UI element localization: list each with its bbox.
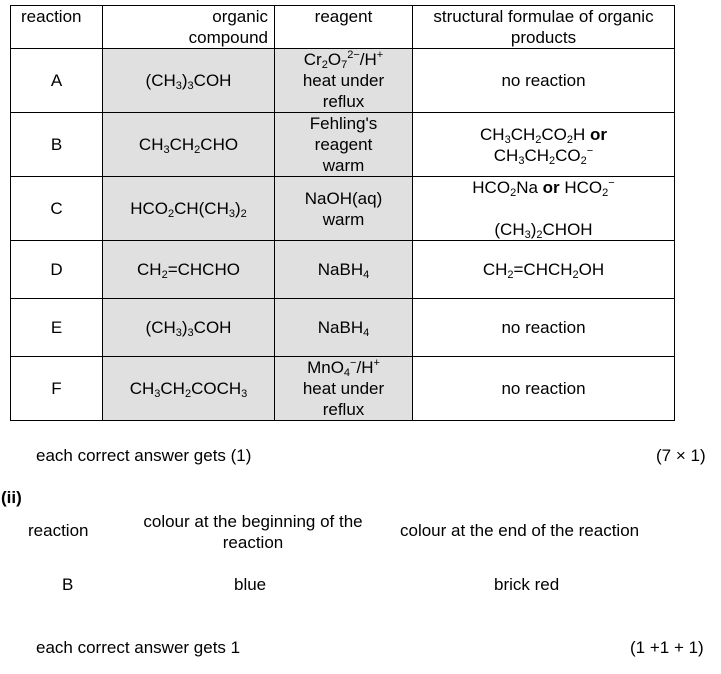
table-row xyxy=(11,49,675,113)
reagent-line1: NaOH(aq) xyxy=(304,188,383,208)
colour-row-end: brick red xyxy=(494,575,560,594)
row-reagent: NaBH$_4$ xyxy=(275,241,413,299)
row-products xyxy=(413,177,675,241)
row-compound: $(CH_3)_3COH$ xyxy=(103,299,275,357)
header-products-line1: structural formulae of organic xyxy=(433,7,654,26)
reagent-line2: heat under xyxy=(302,379,385,398)
row-reagent xyxy=(275,177,413,241)
header-products-line2: products xyxy=(510,28,577,47)
row-reagent xyxy=(275,113,413,177)
row-reaction-label: D xyxy=(11,241,103,299)
reagent-line1: Fehling's xyxy=(309,114,378,133)
mark-allocation-2: (1 +1 + 1) xyxy=(630,638,704,657)
row-compound: $CH_2=CHCHO$ xyxy=(103,241,275,299)
product-line1: $CH_3CH_2CO_2H$ or xyxy=(480,124,607,146)
reagent-line3: reflux xyxy=(322,92,365,111)
row-products: $CH_2=CHCH_2OH$ xyxy=(413,241,675,299)
mark-allocation-1: (7 × 1) xyxy=(656,446,706,465)
header-organic-compound-line2: compound xyxy=(188,28,268,47)
colour-row-reaction: B xyxy=(62,575,74,594)
reagent-line3: warm xyxy=(322,156,365,175)
marking-note-1: each correct answer gets (1) xyxy=(36,446,252,465)
colour-header-begin-line2: reaction xyxy=(222,533,284,552)
header-products xyxy=(413,6,675,49)
reagent-formula: MnO$_4$−/H+ xyxy=(307,357,380,379)
header-reagent: reagent xyxy=(275,6,413,49)
colour-header-begin xyxy=(128,511,378,553)
reagent-formula: $Cr_2O_7^{2-}/H^+$ xyxy=(303,49,384,71)
reagent-line2: heat under xyxy=(302,71,385,90)
row-reagent xyxy=(275,49,413,113)
table-row xyxy=(11,241,675,299)
row-reaction-label: C xyxy=(11,177,103,241)
product-line2: $(CH_3)_2CHOH$ xyxy=(494,220,593,241)
colour-header-end: colour at the end of the reaction xyxy=(400,521,640,540)
row-products xyxy=(413,113,675,177)
table-row xyxy=(11,357,675,421)
row-products: no reaction xyxy=(413,49,675,113)
header-organic-compound xyxy=(103,6,275,49)
header-reaction: reaction xyxy=(11,6,103,49)
table-row xyxy=(11,113,675,177)
table-row xyxy=(11,299,675,357)
row-compound: $CH_3CH_2CHO$ xyxy=(103,113,275,177)
row-products: no reaction xyxy=(413,299,675,357)
reagent-line2: reagent xyxy=(314,135,373,154)
row-reagent xyxy=(275,357,413,421)
reagent-line3: reflux xyxy=(322,400,365,419)
table-row xyxy=(11,177,675,241)
row-reaction-label: F xyxy=(11,357,103,421)
colour-header-reaction: reaction xyxy=(28,521,89,540)
row-compound: $CH_3CH_2COCH_3$ xyxy=(103,357,275,421)
row-reaction-label: E xyxy=(11,299,103,357)
table-header-row xyxy=(11,6,675,49)
reaction-table xyxy=(10,5,675,421)
row-compound: $(CH_3)_3COH$ xyxy=(103,49,275,113)
row-compound: $HCO_2CH(CH_3)_2$ xyxy=(103,177,275,241)
row-reagent: NaBH$_4$ xyxy=(275,299,413,357)
header-organic-compound-line1: organic xyxy=(212,7,268,26)
row-reaction-label: A xyxy=(11,49,103,113)
reagent-line2: warm xyxy=(322,209,365,229)
product-line1: $HCO_2Na$ or $HCO_2^-$ xyxy=(472,177,615,199)
product-line2: $CH_3CH_2CO_2^-$ xyxy=(493,144,594,167)
colour-row-begin: blue xyxy=(234,575,267,594)
row-reaction-label: B xyxy=(11,113,103,177)
part-label: (ii) xyxy=(1,488,22,507)
colour-header-begin-line1: colour at the beginning of the xyxy=(143,512,363,531)
marking-note-2: each correct answer gets 1 xyxy=(36,638,241,657)
row-products: no reaction xyxy=(413,357,675,421)
